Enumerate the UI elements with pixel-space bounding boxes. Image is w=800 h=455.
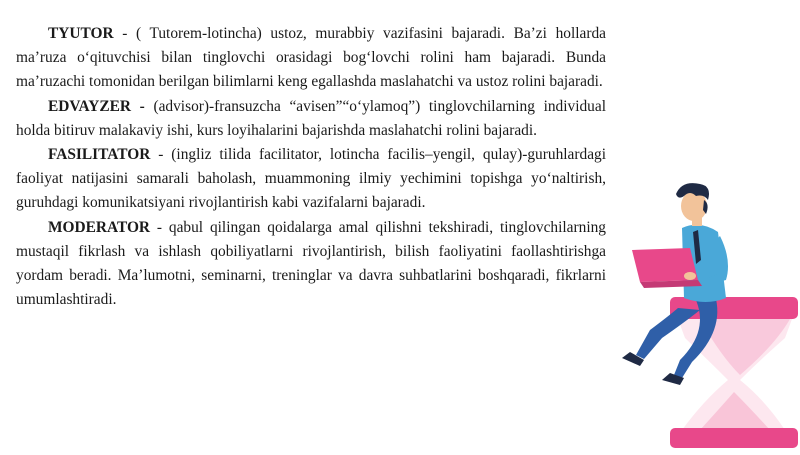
definition-edvayzer: (advisor)-fransuzcha “avisen”“o‘ylamoq”) tinglovchilarning individual holda bitiruv malakaviy ishi, kurs loyihalarini bajarishda maslahatchi rolini bajaradi. bbox=[16, 97, 606, 139]
paragraph-fasilitator bbox=[16, 143, 606, 216]
term-fasilitator: FASILITATOR bbox=[48, 146, 151, 164]
paragraph-tyutor bbox=[16, 22, 606, 95]
term-edvayzer: EDVAYZER - bbox=[48, 97, 145, 115]
definition-fasilitator: - (ingliz tilida facilitator, lotincha facilis–yengil, qulay)-guruhlardagi faoliyat natijasini samarali baholash, muammoning ilmiy yechimini topishga yo‘naltirish, guruhdagi komunikatsiyani rivojlantirish kabi vazifalarni bajaradi. bbox=[16, 146, 606, 212]
paragraph-edvayzer bbox=[16, 95, 606, 143]
definition-tyutor: - ( Tutorem-lotincha) ustoz, murabbiy vazifasini bajaradi. Ba’zi hollarda ma’ruza o‘qituvchisi bilan tinglovchi orasidagi bog‘lovchi rolini ham bajaradi. Bunda ma’ruzachi tomonidan berilgan bilimlarni keng egallashda maslahatchi va ustoz rolini bajaradi. bbox=[16, 25, 606, 91]
term-moderator: MODERATOR bbox=[48, 218, 151, 236]
person-on-hourglass-with-laptop-icon bbox=[600, 180, 800, 450]
term-tyutor: TYUTOR bbox=[48, 25, 114, 42]
definition-moderator: - qabul qilingan qoidalarga amal qilishni tekshiradi, tinglovchilarning mustaqil fikrlash va ishlash qobiliyatlarni rivojlantirish, bilish faoliyatini faollashtirishga yordam beradi. Ma’lumotni, seminarni, treninglar va davra suhbatlarini boshqaradi, fikrlarni umumlashtiradi. bbox=[16, 218, 606, 309]
paragraph-moderator bbox=[16, 216, 606, 313]
text-content bbox=[16, 22, 606, 312]
